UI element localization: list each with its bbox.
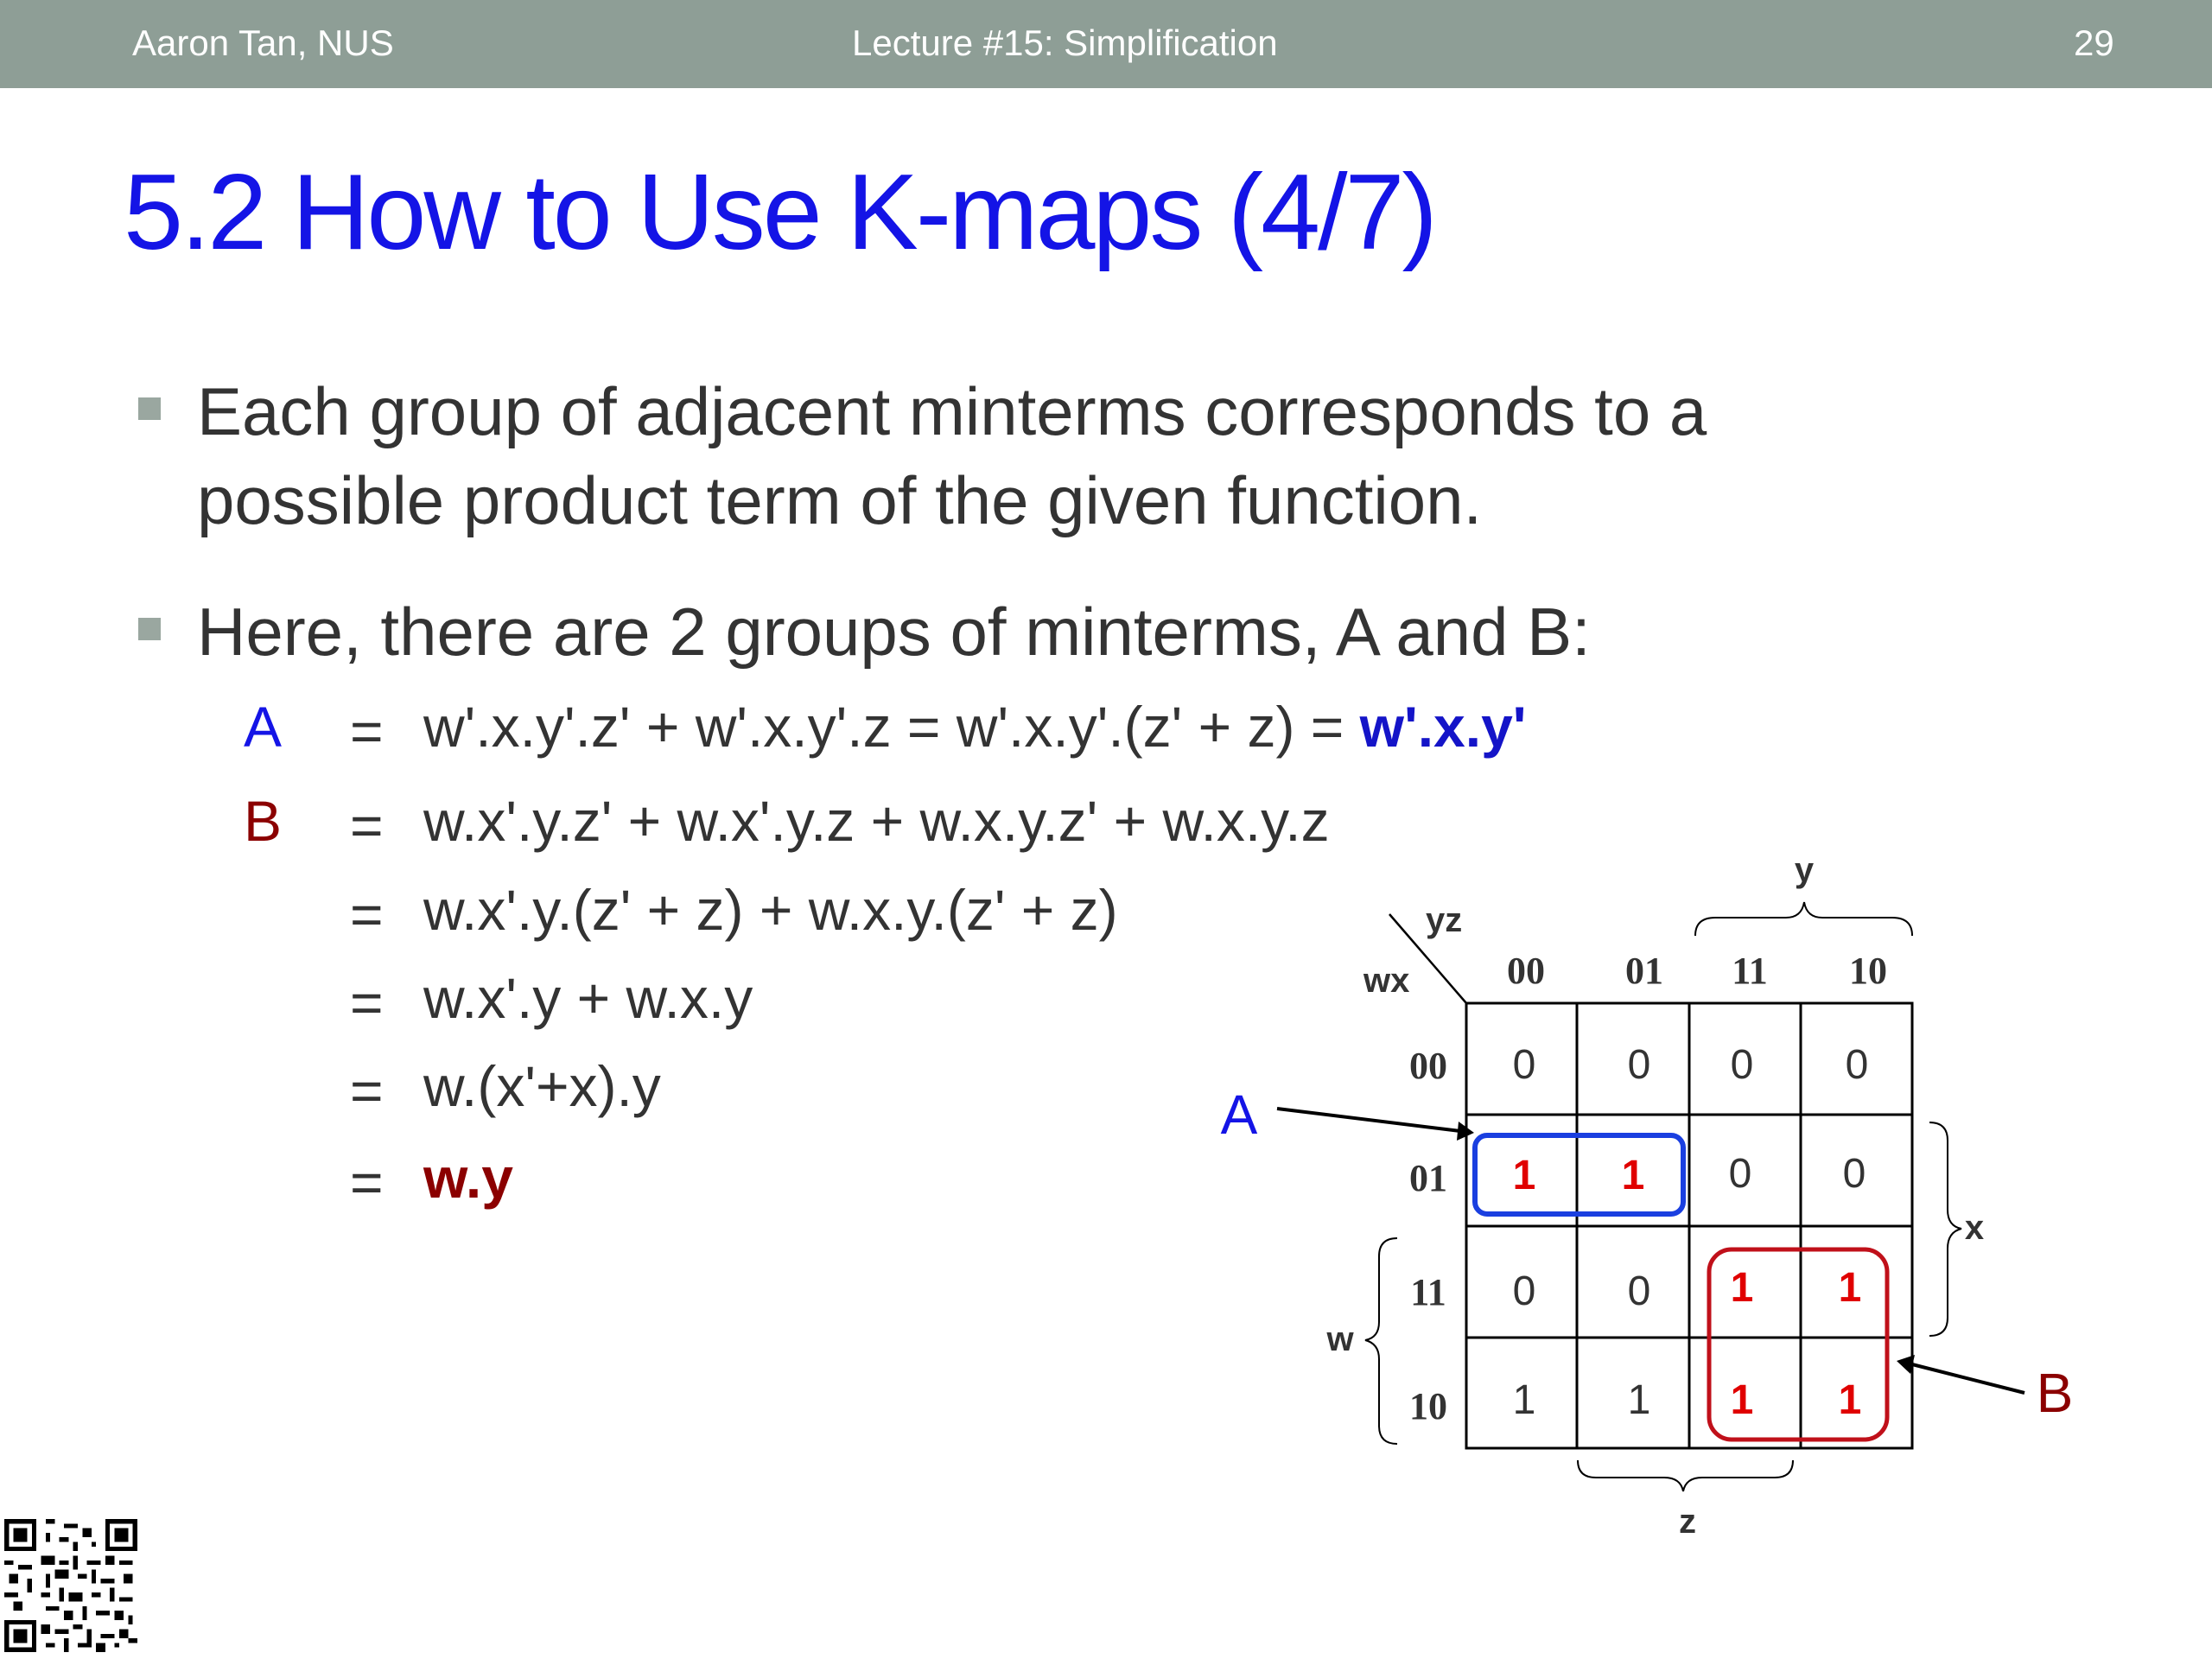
- page-number: 29: [2074, 22, 2114, 63]
- group-b-step-1: w.x'.y.z' + w.x'.y.z + w.x.y.z' + w.x.y.z: [423, 789, 1330, 853]
- kmap-cell-one: 1: [1838, 1377, 1862, 1423]
- pointer-a-label: A: [1220, 1084, 1258, 1146]
- equals-sign: =: [350, 1058, 384, 1122]
- kmap-corner-wx: wx: [1363, 962, 1410, 1000]
- group-b-step-4: w.(x'+x).y: [423, 1054, 661, 1118]
- kmap-row-header: 01: [1409, 1157, 1447, 1199]
- kmap-cell-one: 1: [1730, 1265, 1754, 1311]
- kmap-col-header: 10: [1849, 950, 1887, 992]
- kmap-cell: 0: [1845, 1042, 1869, 1088]
- qr-code-icon: [4, 1519, 137, 1652]
- kmap-cell: 0: [1842, 1151, 1866, 1197]
- kmap-cell-one: 1: [1730, 1377, 1754, 1423]
- brace-y: [1695, 902, 1912, 936]
- kmap-row-header: 11: [1410, 1271, 1446, 1313]
- equals-sign: =: [350, 882, 384, 946]
- equals-sign: =: [350, 1150, 384, 1214]
- kmap-cell: 0: [1512, 1042, 1536, 1088]
- kmap-row-header: 10: [1409, 1385, 1447, 1427]
- kmap-col-header: 01: [1625, 950, 1663, 992]
- group-b-label: B: [244, 789, 283, 853]
- group-b-step-3: w.x'.y + w.x.y: [423, 966, 753, 1030]
- brace-label-y: y: [1794, 851, 1815, 889]
- bullet-1-line-1: Each group of adjacent minterms corresponds to a: [197, 373, 1707, 449]
- kmap-row-header: 00: [1409, 1045, 1447, 1087]
- kmap-cell: 1: [1627, 1377, 1651, 1423]
- pointer-b-arrow: [1912, 1364, 2024, 1393]
- kmap-col-header: 00: [1507, 950, 1545, 992]
- kmap-cell-one: 1: [1621, 1153, 1645, 1198]
- kmap-corner-yz: yz: [1426, 901, 1463, 939]
- kmap-cell: 0: [1627, 1042, 1651, 1088]
- pointer-a-arrow: [1277, 1109, 1460, 1131]
- group-a-result: w'.x.y': [1359, 695, 1527, 759]
- equals-sign: =: [350, 970, 384, 1034]
- brace-label-w: w: [1326, 1320, 1354, 1358]
- kmap-cell: 0: [1512, 1268, 1536, 1314]
- group-a-derivation: w'.x.y'.z' + w'.x.y'.z = w'.x.y'.(z' + z) =: [423, 695, 1360, 759]
- group-a-label: A: [244, 695, 283, 759]
- group-b-result: w.y: [423, 1146, 513, 1210]
- kmap-col-header: 11: [1732, 950, 1768, 992]
- equals-sign: =: [350, 699, 384, 763]
- lecture-title: Lecture #15: Simplification: [852, 22, 1278, 63]
- kmap-grid: [1389, 914, 1912, 1448]
- kmap-cell-one: 1: [1512, 1153, 1536, 1198]
- brace-z: [1578, 1460, 1793, 1491]
- brace-x: [1929, 1122, 1961, 1336]
- kmap-cell: 0: [1728, 1151, 1752, 1197]
- kmap-col-headers: [1507, 950, 1887, 992]
- author-text: Aaron Tan, NUS: [132, 22, 394, 63]
- group-b-step-2: w.x'.y.(z' + z) + w.x.y.(z' + z): [423, 878, 1118, 942]
- kmap-cell: 0: [1730, 1042, 1754, 1088]
- brace-w: [1365, 1238, 1397, 1444]
- bullet-2-line-1: Here, there are 2 groups of minterms, A and B:: [197, 594, 1591, 670]
- brace-label-z: z: [1679, 1503, 1696, 1541]
- kmap-cell: 1: [1512, 1377, 1536, 1423]
- group-a-outline: [1475, 1135, 1683, 1214]
- kmap-row-headers: [1409, 1045, 1447, 1427]
- pointer-b-label: B: [2036, 1362, 2074, 1424]
- bullet-1-line-2: possible product term of the given function.: [197, 462, 1483, 538]
- kmap-cell: 0: [1627, 1268, 1651, 1314]
- equals-sign: =: [350, 793, 384, 857]
- kmap-cell-one: 1: [1838, 1265, 1862, 1311]
- brace-label-x: x: [1964, 1209, 1985, 1247]
- slide-title: 5.2 How to Use K-maps (4/7): [124, 153, 1435, 272]
